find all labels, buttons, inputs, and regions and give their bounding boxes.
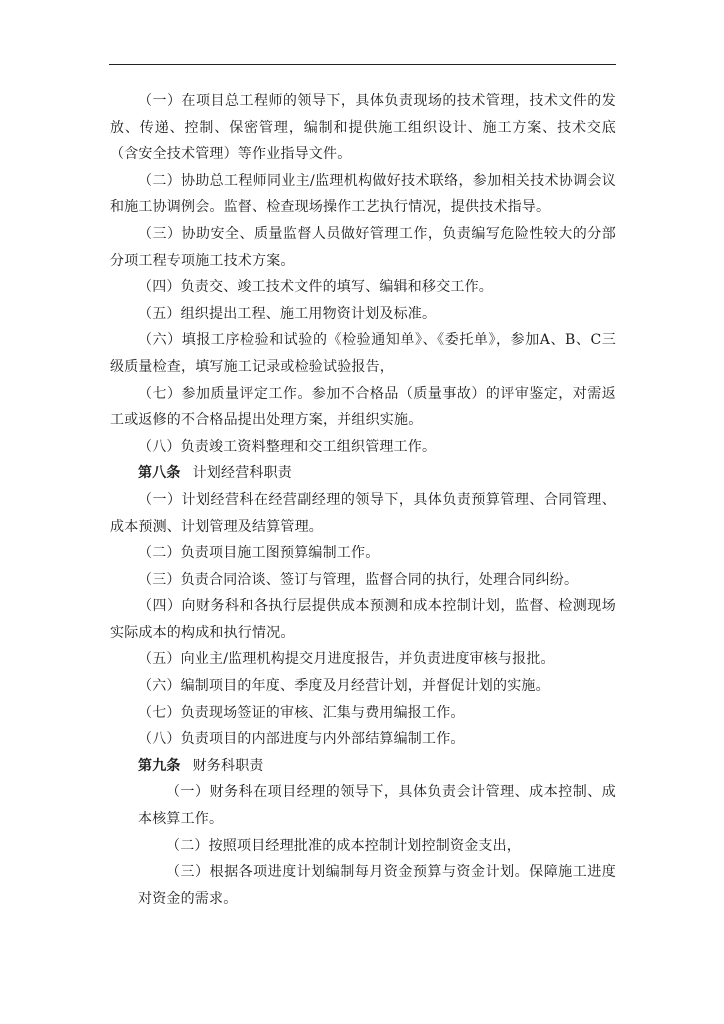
paragraph: （五）组织提出工程、施工用物资计划及标准。 (138, 305, 437, 322)
paragraph: （一）财务科在项目经理的领导下，具体负责会计管理、成本控制、成本核算工作。 (138, 784, 616, 828)
article-heading (110, 753, 616, 780)
paragraph: （七）参加质量评定工作。参加不合格品（质量事故）的评审鉴定，对需返工或返修的不合格品提出处理方案，并组织实施。 (110, 385, 616, 429)
paragraph: （一）计划经营科在经营副经理的领导下，具体负责预算管理、合同管理、成本预测、计划管理及结算管理。 (110, 491, 616, 535)
article-title: 计划经营科职责 (192, 465, 293, 482)
paragraph: （四）向财务科和各执行层提供成本预测和成本控制计划，监督、检测现场实际成本的构成和执行情况。 (110, 598, 616, 641)
article-number: 第八条 (138, 465, 181, 482)
paragraph: （三）根据各项进度计划编制每月资金预算与资金计划。保障施工进度对资金的需求。 (138, 864, 616, 907)
paragraph: （三）协助安全、质量监督人员做好管理工作，负责编写危险性较大的分部分项工程专项施工技术方案。 (110, 225, 616, 269)
paragraph: （二）按照项目经理批准的成本控制计划控制资金支出， (166, 837, 521, 854)
paragraph: （二）协助总工程师同业主/监理机构做好技术联络，参加相关技术协调会议和施工协调例会。监督、检查现场操作工艺执行情况，提供技术指导。 (110, 172, 616, 216)
paragraph: （二）负责项目施工图预算编制工作。 (138, 545, 380, 562)
paragraph: （六）编制项目的年度、季度及月经营计划，并督促计划的实施。 (138, 678, 550, 695)
article-heading (110, 460, 616, 487)
paragraph: （五）向业主/监理机构提交月进度报告，并负责进度审核与报批。 (138, 651, 555, 668)
paragraph: （八）负责竣工资料整理和交工组织管理工作。 (138, 438, 437, 455)
paragraph: （四）负责交、竣工技术文件的填写、编辑和移交工作。 (138, 279, 493, 296)
paragraph: （六）填报工序检验和试验的《检验通知单》、《委托单》，参加A、B、C三级质量检查，填写施工记录或检验试验报告， (110, 332, 616, 375)
article-number: 第九条 (138, 757, 181, 774)
article-title: 财务科职责 (192, 757, 264, 774)
document-body (110, 88, 616, 912)
header-rule (109, 64, 616, 65)
paragraph: （七）负责现场签证的审核、汇集与费用编报工作。 (138, 704, 465, 721)
paragraph: （三）负责合同洽谈、签订与管理，监督合同的执行，处理合同纠纷。 (138, 571, 579, 588)
paragraph: （八）负责项目的内部进度与内外部结算编制工作。 (138, 731, 465, 748)
paragraph: （一）在项目总工程师的领导下，具体负责现场的技术管理，技术文件的发放、传递、控制、保密管理，编制和提供施工组织设计、施工方案、技术交底（含安全技术管理）等作业指导文件。 (110, 93, 616, 163)
